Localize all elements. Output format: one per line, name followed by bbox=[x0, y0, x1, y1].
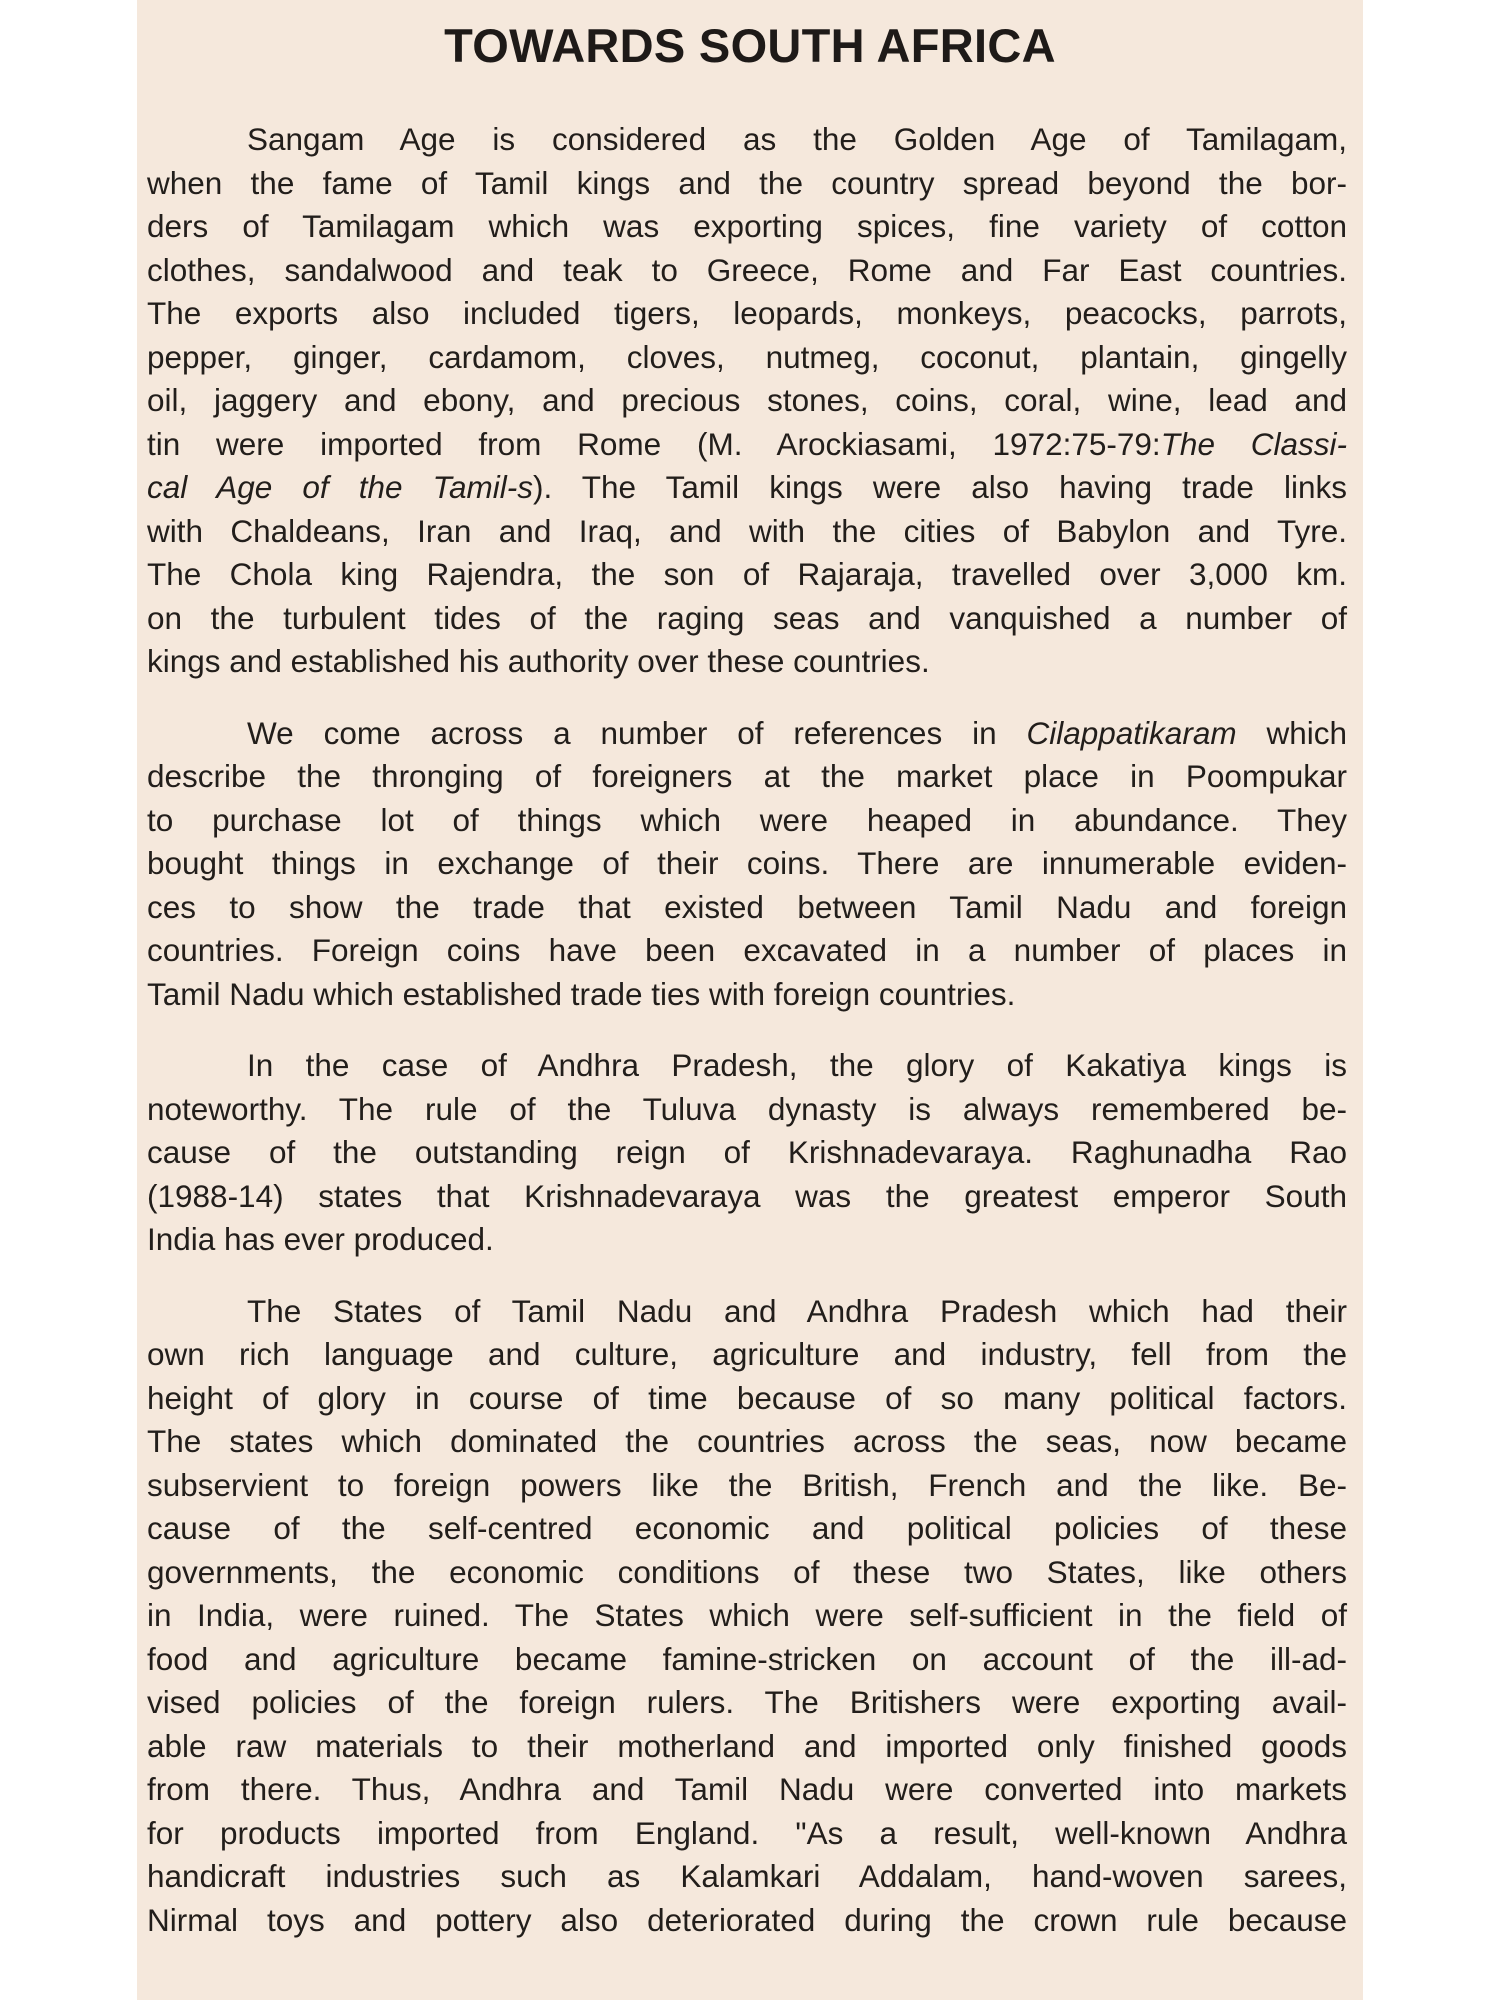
text-line: vised policies of the foreign rulers. The Britishers were exporting avail- bbox=[147, 1684, 1347, 1720]
text-line: The states which dominated the countries across the seas, now became bbox=[147, 1423, 1347, 1459]
italic-title: Cilappatikaram bbox=[1026, 714, 1237, 751]
paragraph bbox=[147, 1044, 1347, 1262]
text-line: cause of the self-centred economic and political policies of these bbox=[147, 1510, 1347, 1546]
text-line: ders of Tamilagam which was exporting spices, fine variety of cotton bbox=[147, 208, 1347, 244]
text-line: height of glory in course of time because of so many political factors. bbox=[147, 1379, 1347, 1416]
text-line: able raw materials to their motherland and imported only finished goods bbox=[147, 1727, 1347, 1764]
text-line: for products imported from England. "As a result, well-known Andhra bbox=[147, 1814, 1347, 1851]
italic-title: cal Age of the Tamil-s bbox=[147, 469, 533, 505]
book-page bbox=[137, 0, 1363, 2000]
text-line: (1988-14) states that Krishnadevaraya was the greatest emperor South bbox=[147, 1177, 1347, 1214]
text-line: own rich language and culture, agriculture and industry, fell from the bbox=[147, 1336, 1347, 1372]
text-line: The exports also included tigers, leopards, monkeys, peacocks, parrots, bbox=[147, 295, 1347, 331]
text-line: cause of the outstanding reign of Krishnadevaraya. Raghunadha Rao bbox=[147, 1134, 1347, 1170]
page-title: TOWARDS SOUTH AFRICA bbox=[444, 19, 1056, 72]
text-line: on the turbulent tides of the raging seas and vanquished a number of bbox=[147, 599, 1347, 636]
text-line: to purchase lot of things which were heaped in abundance. They bbox=[147, 801, 1347, 838]
text-line: subservient to foreign powers like the British, French and the like. Be- bbox=[147, 1466, 1347, 1503]
line-segment: tin were imported from Rome (M. Arockiasami, 1972:75-79: bbox=[147, 425, 1161, 462]
text-line: clothes, sandalwood and teak to Greece, Rome and Far East countries. bbox=[147, 251, 1347, 288]
text-line: Nirmal toys and pottery also deteriorated during the crown rule because bbox=[147, 1901, 1347, 1938]
italic-title: The Classi- bbox=[1160, 425, 1347, 462]
text-line: countries. Foreign coins have been excavated in a number of places in bbox=[147, 932, 1347, 968]
line-segment: ). The Tamil kings were also having trade links bbox=[533, 469, 1347, 505]
text-line: India has ever produced. bbox=[147, 1221, 494, 1257]
text-line: kings and established his authority over these countries. bbox=[147, 643, 930, 679]
text-line: from there. Thus, Andhra and Tamil Nadu were converted into markets bbox=[147, 1771, 1347, 1807]
text-line: governments, the economic conditions of these two States, like others bbox=[147, 1553, 1347, 1590]
text-line: pepper, ginger, cardamom, cloves, nutmeg, coconut, plantain, gingelly bbox=[147, 338, 1347, 375]
paragraph bbox=[147, 118, 1347, 684]
text-line: food and agriculture became famine-stricken on account of the ill-ad- bbox=[147, 1640, 1347, 1677]
text-line: in India, were ruined. The States which were self-sufficient in the field of bbox=[147, 1597, 1347, 1633]
text-line: describe the thronging of foreigners at the market place in Poompukar bbox=[147, 758, 1347, 794]
text-line: noteworthy. The rule of the Tuluva dynasty is always remembered be- bbox=[147, 1090, 1347, 1127]
text-line: ces to show the trade that existed between Tamil Nadu and foreign bbox=[147, 888, 1347, 925]
text-line bbox=[147, 466, 1347, 510]
text-line bbox=[147, 423, 1347, 467]
text-line: Tamil Nadu which established trade ties with foreign countries. bbox=[147, 975, 1016, 1012]
line-segment: which bbox=[1236, 714, 1347, 751]
text-line: bought things in exchange of their coins. There are innumerable eviden- bbox=[147, 845, 1347, 881]
text-line: The States of Tamil Nadu and Andhra Pradesh which had their bbox=[247, 1292, 1347, 1329]
text-line bbox=[147, 712, 1347, 756]
text-line: when the fame of Tamil kings and the country spread beyond the bor- bbox=[147, 164, 1347, 201]
text-line: The Chola king Rajendra, the son of Rajaraja, travelled over 3,000 km. bbox=[147, 556, 1347, 592]
body-text bbox=[147, 118, 1347, 1970]
paragraph bbox=[147, 712, 1347, 1017]
text-line: handicraft industries such as Kalamkari Addalam, hand-woven sarees, bbox=[147, 1858, 1347, 1894]
line-segment: We come across a number of references in bbox=[247, 714, 1027, 751]
text-line: In the case of Andhra Pradesh, the glory of Kakatiya kings is bbox=[247, 1047, 1347, 1083]
text-line: Sangam Age is considered as the Golden Age of Tamilagam, bbox=[247, 121, 1347, 157]
text-line: oil, jaggery and ebony, and precious stones, coins, coral, wine, lead and bbox=[147, 382, 1347, 418]
paragraph bbox=[147, 1290, 1347, 1943]
text-line: with Chaldeans, Iran and Iraq, and with the cities of Babylon and Tyre. bbox=[147, 512, 1347, 549]
